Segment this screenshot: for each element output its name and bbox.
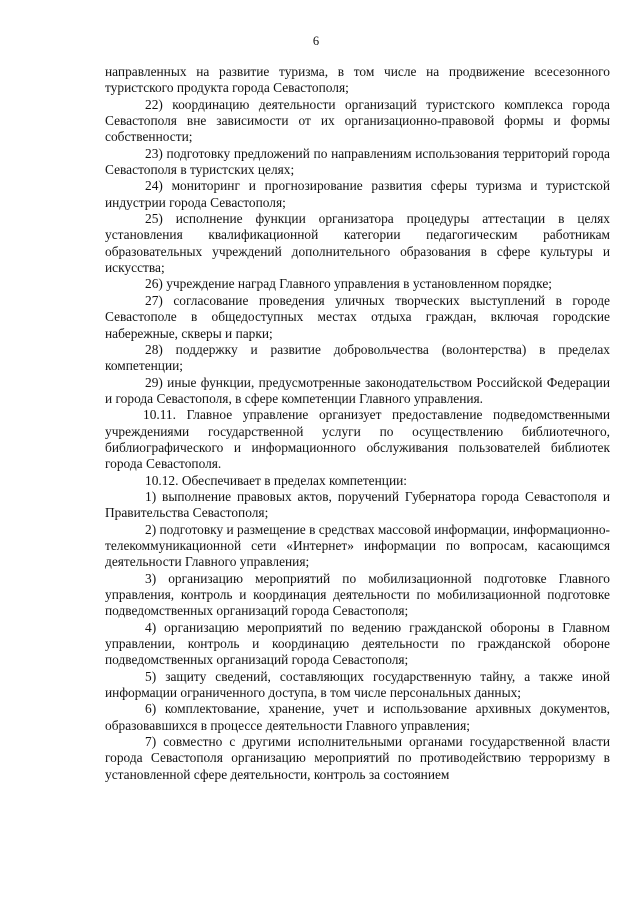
paragraph-item-24: 24) мониторинг и прогнозирование развития сферы туризма и туристской индустрии города Севастополя; [105, 178, 610, 210]
paragraph-item-25: 25) исполнение функции организатора процедуры аттестации в целях установления квалификационной категории педагогическим работникам образовательных учреждений дополнительного образования в сфере культуры и искусства; [105, 211, 610, 276]
document-body [105, 64, 610, 783]
paragraph-item-28: 28) поддержку и развитие добровольчества (волонтерства) в пределах компетенции; [105, 341, 610, 374]
paragraph-item-29: 29) иные функции, предусмотренные законодательством Российской Федерации и города Севастополя, в сфере компетенции Главного управления. [105, 374, 610, 406]
section-10-12-heading: 10.12. Обеспечивает в пределах компетенции: [145, 472, 408, 488]
paragraph-item-23: 23) подготовку предложений по направлениям использования территорий города Севастополя в туристских целях; [105, 145, 610, 178]
section-10-11: 10.11. Главное управление организует предоставление подведомственными учреждениями государственной услуги по осуществлению библиотечного, библиографического и информационного обслуживания пользователей библиотек города Севастополя. [105, 407, 610, 472]
section-10-12-item-4: 4) организацию мероприятий по ведению гражданской обороны в Главном управлении, контроль и координацию деятельности по гражданской обороне подведомственных организаций города Севастополя; [105, 619, 610, 668]
paragraph-item-27: 27) согласование проведения уличных творческих выступлений в городе Севастополе в общедоступных местах отдыха граждан, включая городские набережные, скверы и парки; [105, 292, 610, 341]
section-10-12-item-3: 3) организацию мероприятий по мобилизационной подготовке Главного управления, контроль и координация деятельности по мобилизационной подготовке подведомственных организаций города Севастополя; [105, 570, 610, 619]
paragraph-21-continuation: направленных на развитие туризма, в том числе на продвижение всесезонного туристского продукта города Севастополя; [105, 64, 610, 96]
paragraph-item-22: 22) координацию деятельности организаций туристского комплекса города Севастополя вне зависимости от их организационно-правовой формы и формы собственности; [105, 96, 610, 145]
section-10-12-item-2: 2) подготовку и размещение в средствах массовой информации, информационно-телекоммуникационной сети «Интернет» информации по вопросам, касающимся деятельности Главного управления; [105, 521, 610, 570]
section-10-12-item-1: 1) выполнение правовых актов, поручений Губернатора города Севастополя и Правительства Севастополя; [105, 488, 610, 521]
section-10-12-item-5: 5) защиту сведений, составляющих государственную тайну, а также иной информации ограниченного доступа, в том числе персональных данных; [105, 668, 610, 701]
section-10-12-item-6: 6) комплектование, хранение, учет и использование архивных документов, образовавшихся в процессе деятельности Главного управления; [105, 701, 610, 733]
page-number: 6 [312, 34, 320, 48]
paragraph-item-26: 26) учреждение наград Главного управления в установленном порядке; [145, 276, 553, 292]
section-10-12-item-7: 7) совместно с другими исполнительными органами государственной власти города Севастополя организацию мероприятий по противодействию терроризму в установленной сфере деятельности, контроль за состоянием [105, 734, 610, 782]
